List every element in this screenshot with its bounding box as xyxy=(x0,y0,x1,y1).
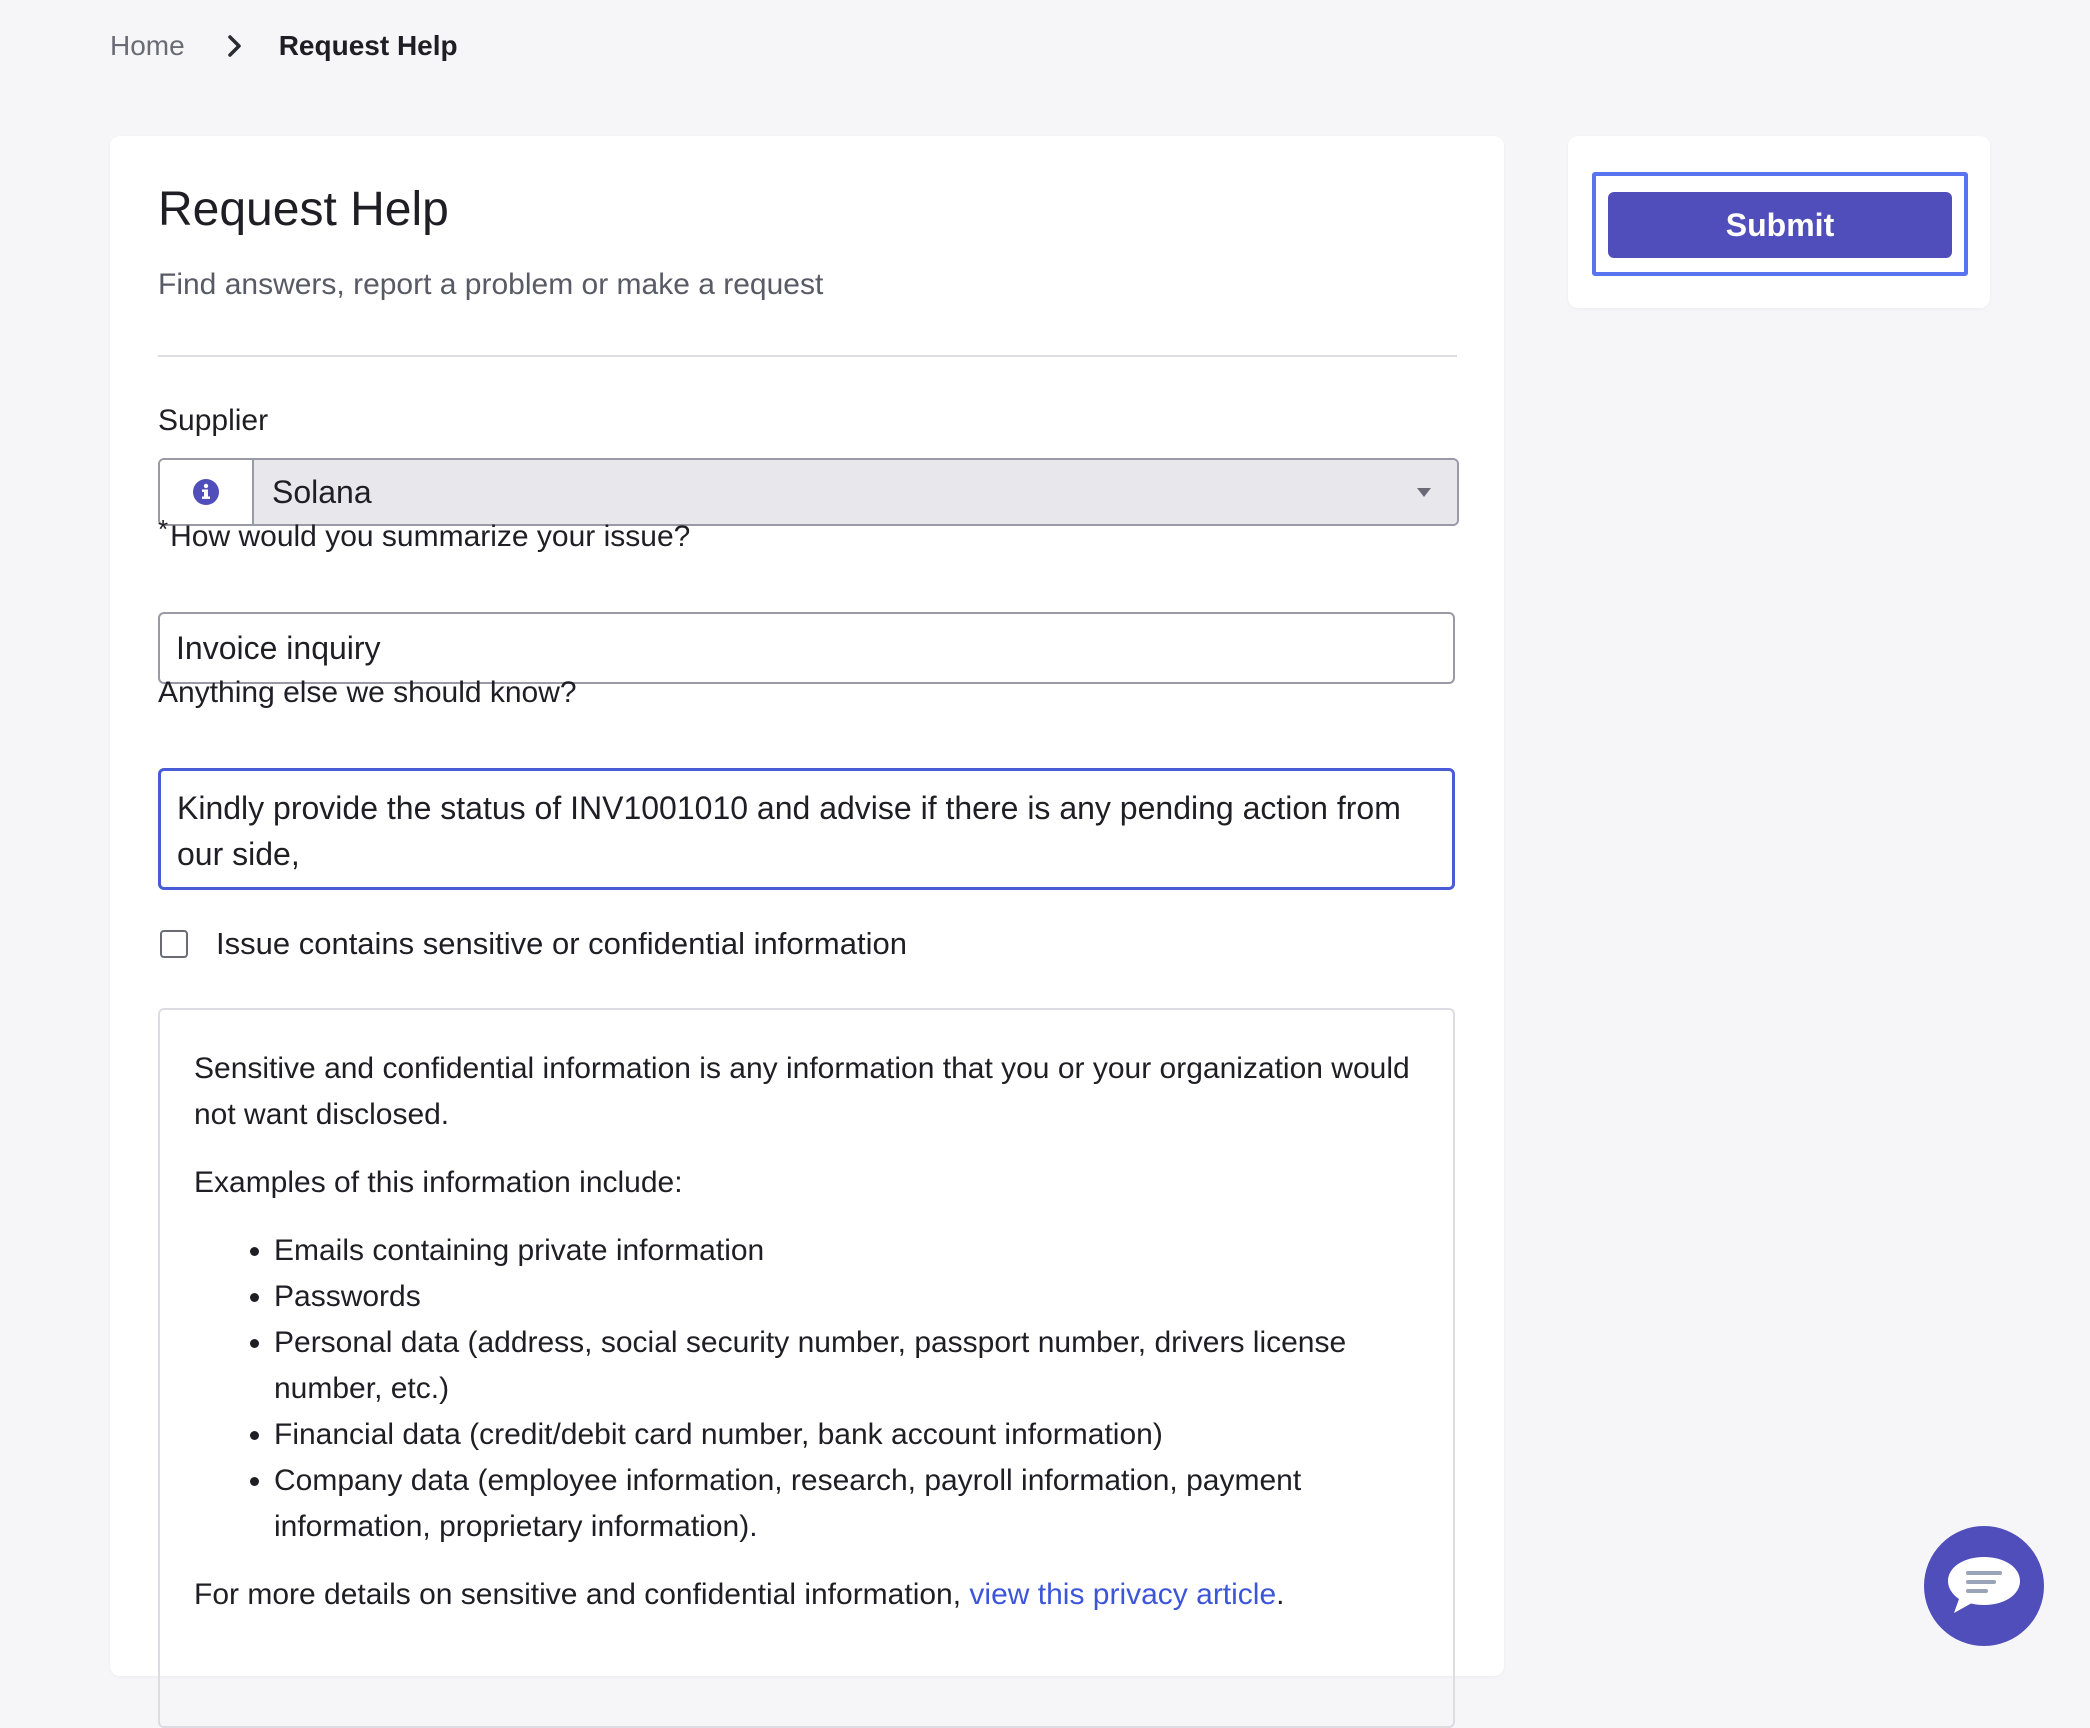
sensitive-checkbox[interactable] xyxy=(160,930,188,958)
breadcrumb-home-link[interactable]: Home xyxy=(110,30,185,61)
list-item: • Company data (employee information, research, payroll information, payment information, proprietary information). xyxy=(274,1458,1419,1550)
divider xyxy=(158,355,1457,357)
summary-label xyxy=(158,514,691,554)
info-icon[interactable] xyxy=(160,460,254,524)
summary-label-text: How would you summarize your issue? xyxy=(170,520,691,553)
summary-input[interactable] xyxy=(158,612,1455,684)
chevron-right-icon xyxy=(223,34,247,58)
breadcrumb-current: Request Help xyxy=(278,30,458,61)
chat-bubble-icon xyxy=(1942,1551,2026,1621)
supplier-label: Supplier xyxy=(158,404,269,437)
caret-down-icon xyxy=(1417,488,1431,497)
submit-button[interactable]: Submit xyxy=(1608,192,1952,258)
supplier-select-value: Solana xyxy=(272,473,372,510)
supplier-field xyxy=(158,458,1459,526)
list-item: • Passwords xyxy=(274,1274,1419,1320)
breadcrumb xyxy=(110,26,458,66)
details-textarea[interactable] xyxy=(158,768,1455,890)
list-item: • Emails containing private information xyxy=(274,1228,1419,1274)
sensitive-info-intro: Sensitive and confidential information is any information that you or your organization would not want disclosed. xyxy=(194,1052,1410,1131)
list-item: • Financial data (credit/debit card number, bank account information) xyxy=(274,1412,1419,1458)
page-subtitle: Find answers, report a problem or make a request xyxy=(158,268,824,301)
required-marker: * xyxy=(158,514,169,544)
chat-button[interactable] xyxy=(1924,1526,2044,1646)
examples-list xyxy=(194,1228,1419,1550)
request-form-card xyxy=(110,136,1504,1676)
privacy-footer xyxy=(194,1572,1419,1618)
sensitive-info-box xyxy=(158,1008,1455,1728)
supplier-select[interactable] xyxy=(254,460,1457,524)
examples-heading: Examples of this information include: xyxy=(194,1166,683,1199)
privacy-article-link[interactable]: view this privacy article xyxy=(969,1578,1277,1611)
page-title: Request Help xyxy=(158,183,449,236)
submit-card xyxy=(1568,136,1990,308)
privacy-footer-text: For more details on sensitive and confidential information, xyxy=(194,1578,970,1611)
list-item: • Personal data (address, social security number, passport number, drivers license number, etc.) xyxy=(274,1320,1419,1412)
details-label: Anything else we should know? xyxy=(158,676,577,709)
sensitive-checkbox-label: Issue contains sensitive or confidential information xyxy=(216,926,907,961)
privacy-footer-period: . xyxy=(1276,1578,1285,1611)
sensitive-checkbox-row[interactable] xyxy=(160,926,907,962)
